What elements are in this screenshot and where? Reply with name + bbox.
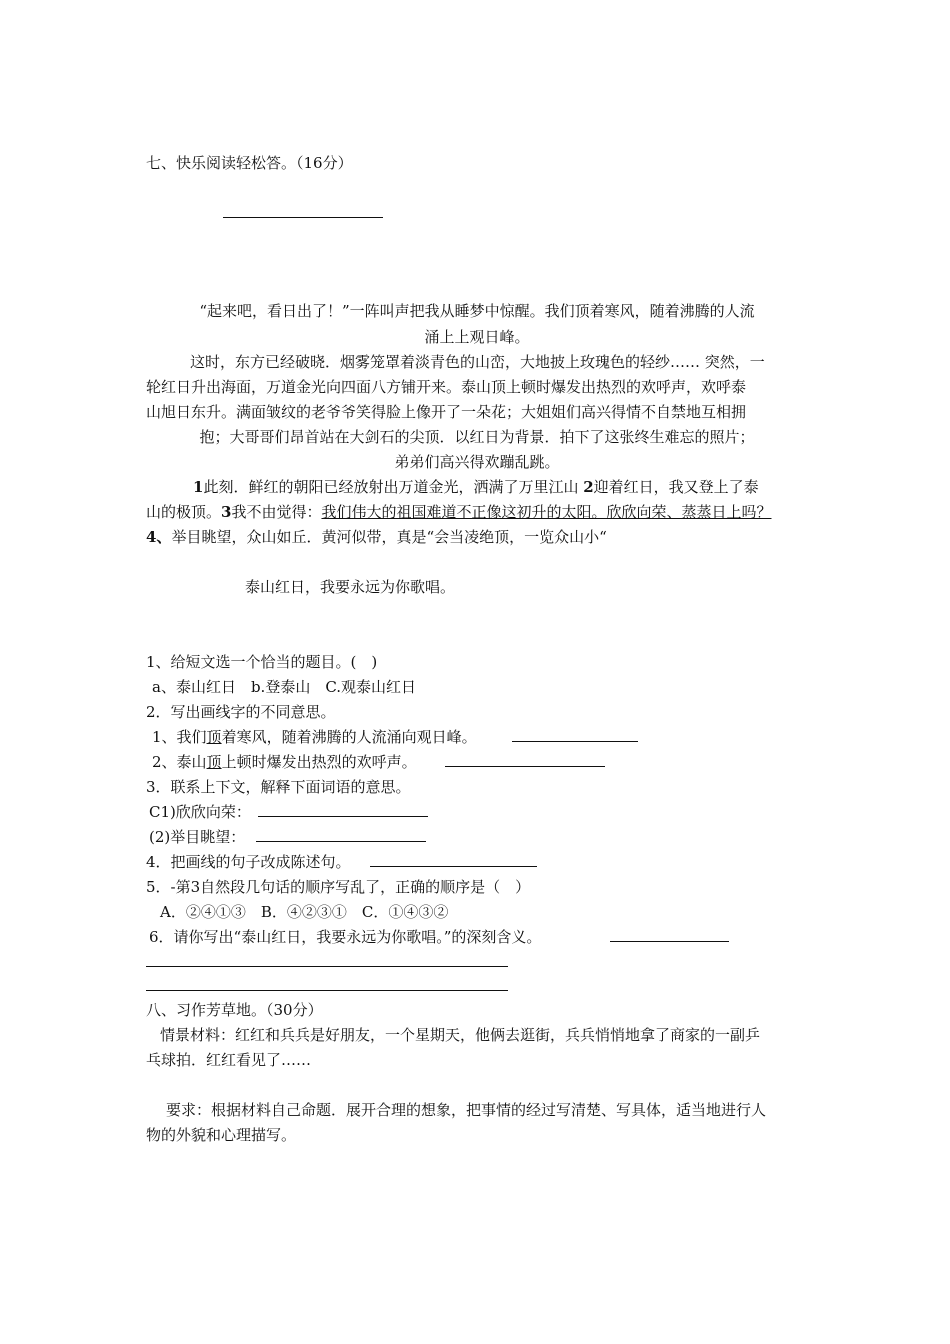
passage-p1-line2: 涌上上观日峰。 — [424, 328, 530, 346]
answer-blank[interactable] — [512, 741, 638, 742]
passage-text: 我不由觉得： — [231, 503, 322, 521]
question-2-item-1 — [152, 726, 477, 747]
q2-2-text: 上顿时爆发出热烈的欢呼声。 — [221, 753, 417, 771]
answer-blank[interactable] — [256, 841, 426, 842]
question-3-item-2: (2)举目眺望： — [149, 828, 246, 846]
answer-blank[interactable] — [445, 766, 605, 767]
question-3-item-1: C1)欣欣向荣： — [149, 803, 251, 821]
q2-1-text: 1、我们 — [152, 728, 207, 746]
passage-text: 山的极顶。 — [146, 503, 222, 521]
sentence-number: 3 — [221, 503, 232, 521]
answer-line[interactable] — [146, 990, 508, 991]
sentence-number: 1 — [193, 478, 204, 496]
question-1: 1、给短文选一个恰当的题目。( ) — [146, 653, 378, 671]
question-5-options: A．②④①③ B．④②③① C．①④③② — [160, 903, 449, 921]
title-blank-line — [223, 217, 383, 218]
passage-p3-line1 — [193, 476, 759, 497]
passage-p3-line2 — [146, 501, 771, 522]
passage-p2-line4: 抱；大哥哥们昂首站在大剑石的尖顶．以红日为背景．拍下了这张终生难忘的照片； — [199, 428, 755, 446]
passage-p3-line3 — [146, 526, 607, 547]
question-2-item-2 — [152, 751, 417, 772]
q2-2-text: 2、泰山 — [152, 753, 207, 771]
passage-text: 迎着红日，我又登上了泰 — [593, 478, 759, 496]
underlined-sentence: 我们伟大的祖国难道不正像这初升的太阳。欣欣向荣、蒸蒸日上吗？ — [321, 503, 772, 521]
passage-p4: 泰山红日，我要永远为你歌唱。 — [245, 578, 456, 596]
answer-blank[interactable] — [370, 866, 537, 867]
material-line-2: 乓球拍．红红看见了…… — [146, 1051, 312, 1069]
answer-line[interactable] — [146, 966, 508, 967]
passage-p2-line1: 这时，东方已经破晓．烟雾笼罩着淡青色的山峦，大地披上玫瑰色的轻纱…… 突然，一 — [190, 353, 765, 371]
answer-blank[interactable] — [258, 816, 428, 817]
section7-heading: 七、快乐阅读轻松答。（16分） — [146, 154, 353, 172]
passage-p2-line2: 轮红日升出海面，万道金光向四面八方铺开来。泰山顶上顿时爆发出热烈的欢呼声，欢呼泰 — [146, 378, 747, 396]
requirement-line-2: 物的外貌和心理描写。 — [146, 1126, 297, 1144]
question-4: 4．把画线的句子改成陈述句。 — [146, 853, 351, 871]
passage-p1-line1: “起来吧，看日出了！”一阵叫声把我从睡梦中惊醒。我们顶着寒风，随着沸腾的人流 — [199, 302, 755, 320]
section8-heading: 八、习作芳草地。（30分） — [146, 1001, 323, 1019]
requirement-line-1: 要求：根据材料自己命题．展开合理的想象，把事情的经过写清楚、写具体，适当地进行人 — [166, 1101, 767, 1119]
q2-1-text: 着寒风，随着沸腾的人流涌向观日峰。 — [221, 728, 477, 746]
question-1-options: a、泰山红日 b.登泰山 C.观泰山红日 — [152, 678, 417, 696]
question-2: 2．写出画线字的不同意思。 — [146, 703, 336, 721]
material-line-1: 情景材料：红红和兵兵是好朋友，一个星期天，他俩去逛街，兵兵悄悄地拿了商家的一副乒 — [160, 1026, 761, 1044]
answer-blank[interactable] — [610, 941, 729, 942]
sentence-number: 4、 — [146, 528, 172, 546]
sentence-number: 2 — [583, 478, 594, 496]
underlined-char: 顶 — [206, 753, 222, 771]
question-5: 5．-第3自然段几句话的顺序写乱了，正确的顺序是（ ） — [146, 878, 531, 896]
passage-text: 此刻．鲜红的朝阳已经放射出万道金光，洒满了万里江山 — [203, 478, 579, 496]
passage-p2-line5: 弟弟们高兴得欢蹦乱跳。 — [394, 453, 560, 471]
question-6: 6．请你写出“泰山红日，我要永远为你歌唱。”的深刻含义。 — [149, 928, 542, 946]
underlined-char: 顶 — [206, 728, 222, 746]
question-3: 3．联系上下文，解释下面词语的意思。 — [146, 778, 411, 796]
passage-p2-line3: 山旭日东升。满面皱纹的老爷爷笑得脸上像开了一朵花；大姐姐们高兴得情不自禁地互相拥 — [146, 403, 747, 421]
passage-text: 举目眺望，众山如丘．黄河似带，真是“会当凌绝顶，一览众山小“ — [171, 528, 607, 546]
